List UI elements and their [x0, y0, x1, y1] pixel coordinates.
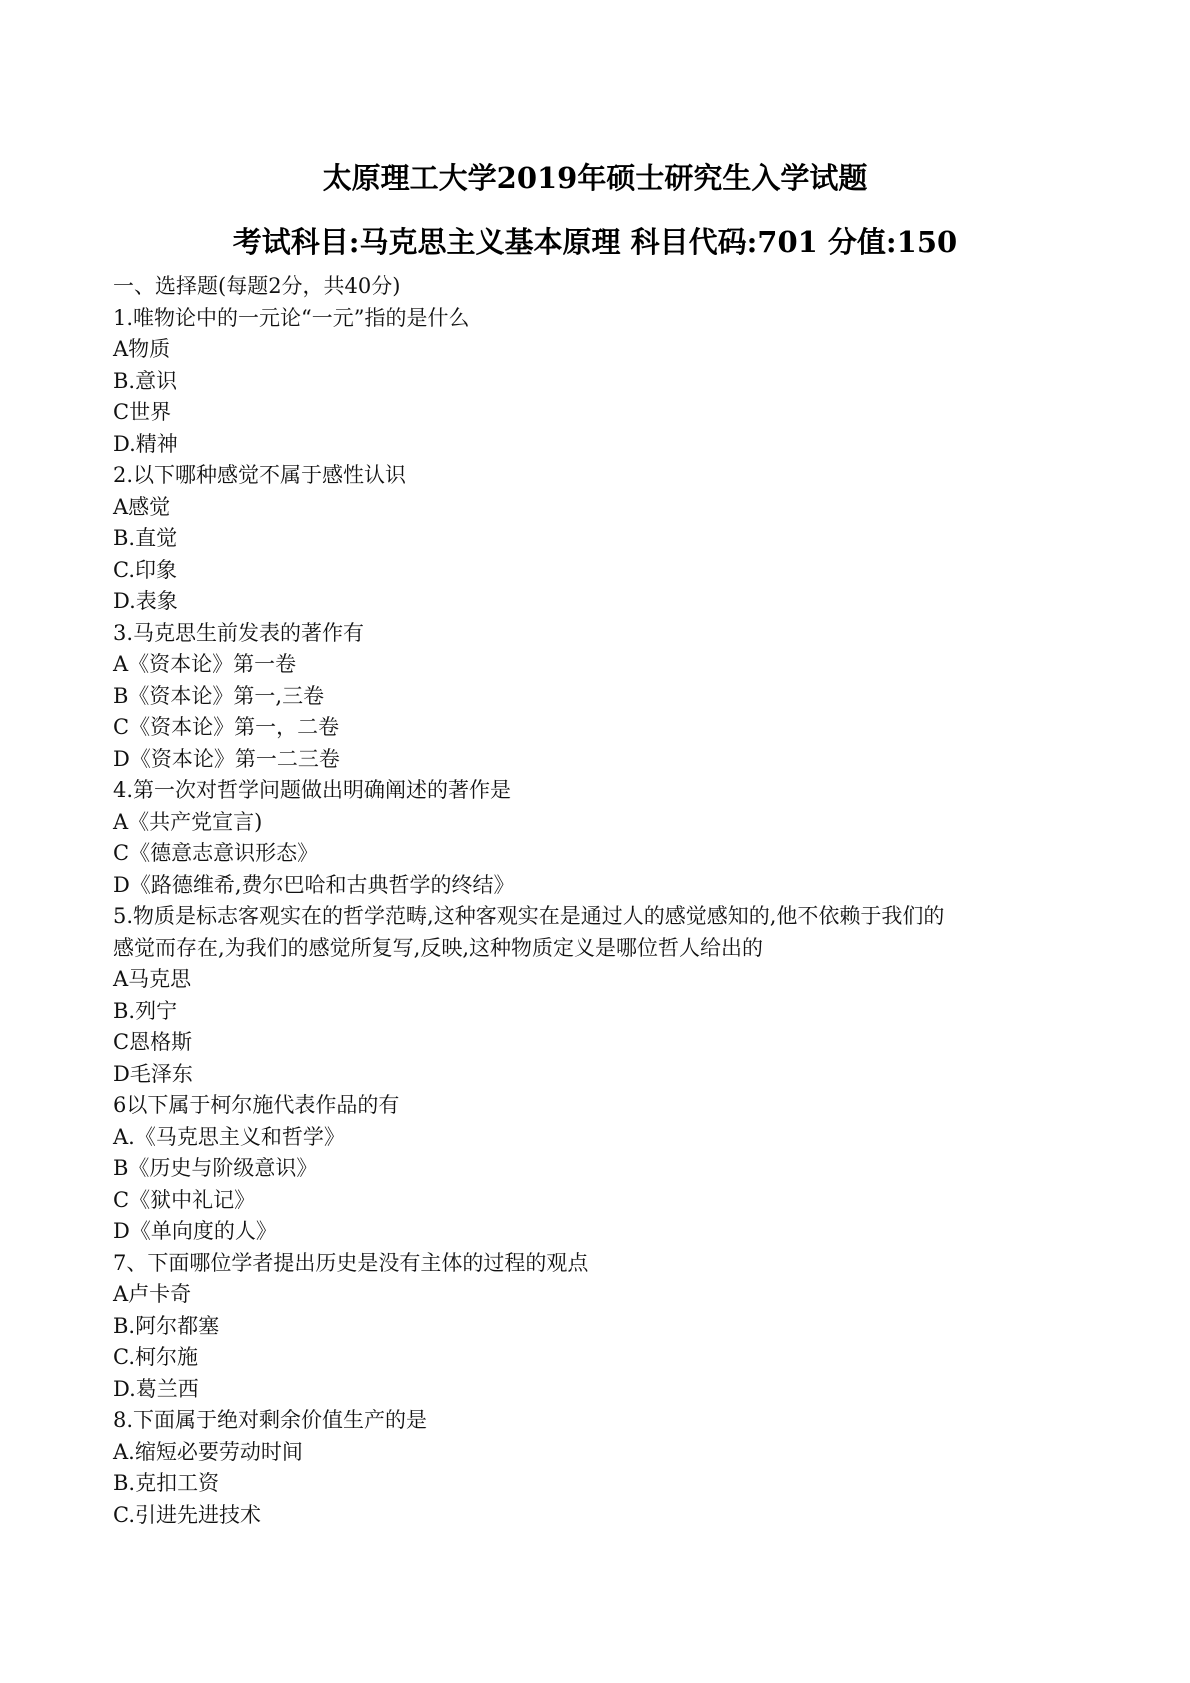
option-3a: A《资本论》第一卷	[113, 652, 297, 676]
option-5c: C恩格斯	[113, 1030, 193, 1054]
option-2a: A感觉	[113, 494, 171, 519]
exam-title: 太原理工大学2019年硕士研究生入学试题	[322, 161, 868, 195]
option-7d: D.葛兰西	[113, 1376, 199, 1401]
option-2d: D.表象	[113, 589, 178, 613]
option-7b: B.阿尔都塞	[113, 1313, 220, 1338]
option-8a: A.缩短必要劳动时间	[113, 1439, 303, 1464]
question-3: 3.马克思生前发表的著作有	[113, 620, 365, 645]
exam-subtitle: 考试科目:马克思主义基本原理 科目代码:701 分值:150	[232, 225, 958, 259]
question-8: 8.下面属于绝对剩余价值生产的是	[113, 1408, 428, 1432]
option-1a: A物质	[113, 337, 171, 361]
option-2c: C.印象	[113, 557, 177, 582]
option-5a: A马克思	[113, 967, 192, 991]
exam-body	[113, 271, 1113, 1531]
option-5d: D毛泽东	[113, 1061, 193, 1086]
option-5b: B.列宁	[113, 998, 178, 1023]
option-4d: D《路德维希,费尔巴哈和古典哲学的终结》	[113, 872, 515, 897]
option-6a: A.《马克思主义和哲学》	[113, 1124, 345, 1149]
option-8c: C.引进先进技术	[113, 1502, 261, 1527]
question-6: 6以下属于柯尔施代表作品的有	[113, 1093, 400, 1117]
option-3b: B《资本论》第一,三卷	[113, 683, 325, 708]
option-4c: C《德意志意识形态》	[113, 841, 319, 865]
option-2b: B.直觉	[113, 526, 178, 550]
question-7: 7、下面哪位学者提出历史是没有主体的过程的观点	[113, 1250, 589, 1275]
option-1b: B.意识	[113, 368, 178, 393]
option-7a: A卢卡奇	[113, 1282, 192, 1306]
question-5-line-2: 感觉而存在,为我们的感觉所复写,反映,这种物质定义是哪位哲人给出的	[113, 935, 764, 960]
section-heading: 一、选择题(每题2分，共40分)	[113, 274, 401, 298]
option-7c: C.柯尔施	[113, 1345, 198, 1369]
question-5-line-1: 5.物质是标志客观实在的哲学范畴,这种客观实在是通过人的感觉感知的,他不依赖于我们的	[113, 904, 945, 928]
question-4: 4.第一次对哲学问题做出明确阐述的著作是	[113, 778, 512, 802]
question-1: 1.唯物论中的一元论“一元”指的是什么	[113, 305, 470, 330]
option-6c: C《狱中礼记》	[113, 1187, 256, 1212]
question-2: 2.以下哪种感觉不属于感性认识	[113, 463, 407, 487]
option-3c: C《资本论》第一，二卷	[113, 715, 340, 739]
option-6d: D《单向度的人》	[113, 1219, 277, 1243]
option-1c: C世界	[113, 400, 172, 424]
option-3d: D《资本论》第一二三卷	[113, 746, 340, 771]
option-6b: B《历史与阶级意识》	[113, 1156, 318, 1180]
option-1d: D.精神	[113, 431, 178, 456]
option-8b: B.克扣工资	[113, 1471, 220, 1495]
option-4a: A《共产党宣言)	[113, 809, 263, 834]
